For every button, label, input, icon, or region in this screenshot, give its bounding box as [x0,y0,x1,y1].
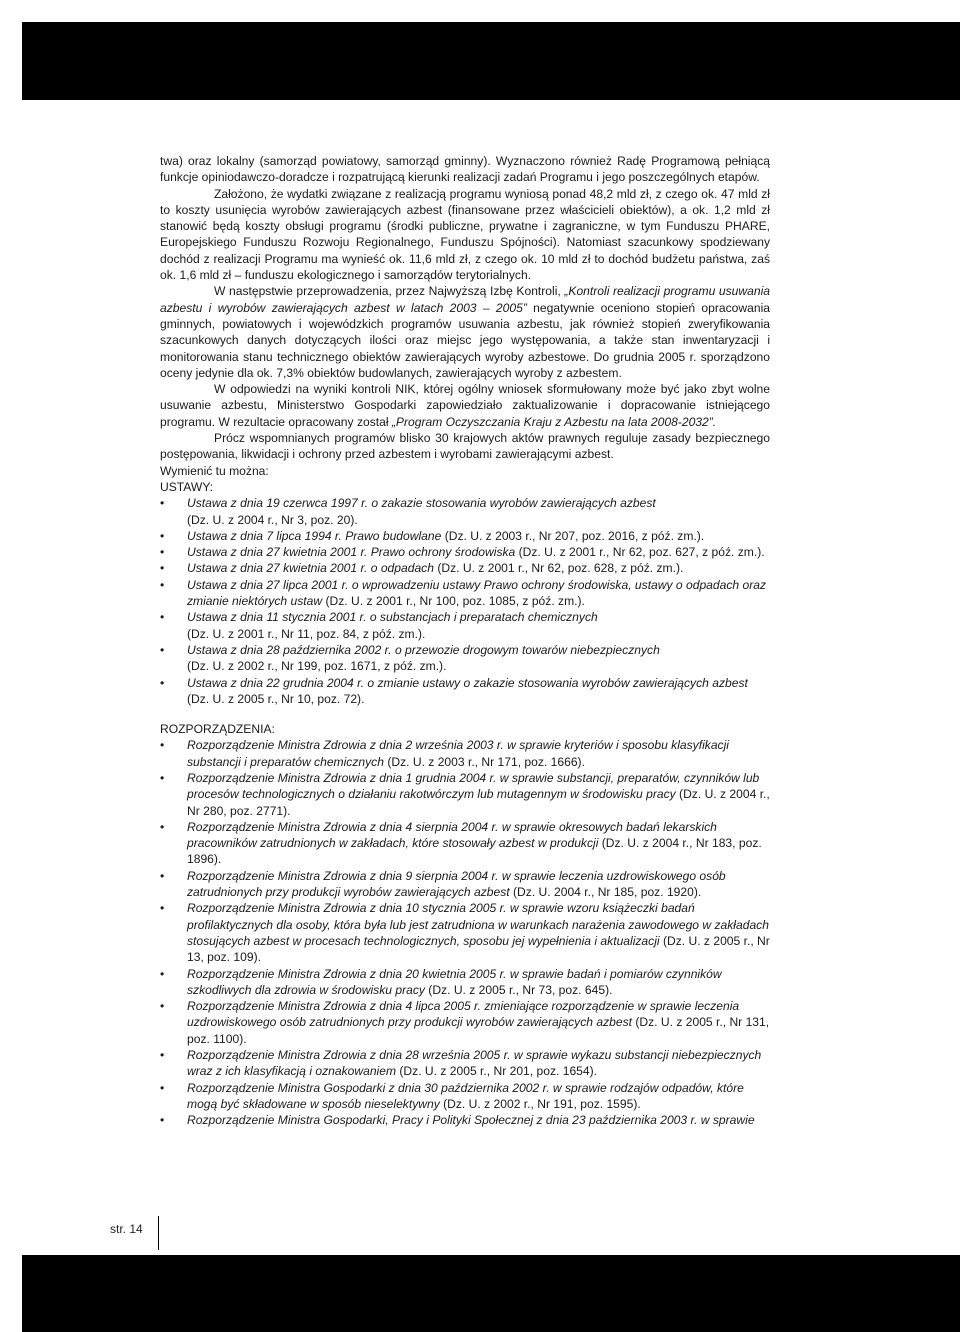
italic-text-run: Ustawa z dnia 27 kwietnia 2001 r. Prawo ochrony środowiska [187,545,516,560]
text-run: negatywnie oceniono stopień opracowania gminnych, powiatowych i wojewódzkich programów usuwania azbestu, jak również stopień zweryfikowania szacunkowych danych dotyczących ilości oraz miejsc jego występowania, a także stan inwentaryzacji i monitorowania stanu technicznego obiektów zawierających wyroby azbestowe. Do grudnia 2005 r. sporządzono oceny jedynie dla ok. 7,3% obiektów budowlanych, zawierających wyroby z azbestem. [160,300,770,380]
header-band [22,22,960,100]
page-body [160,153,770,1129]
text-run: (Dz. U. z 2005 r., Nr 201, poz. 1654). [396,1064,598,1079]
list-item [160,528,770,544]
section-heading-rozporzadzenia: ROZPORZĄDZENIA: [160,722,275,737]
text-run: (Dz. U. z 2005 r., Nr 13, poz. 109). [187,933,770,965]
italic-text-run: Ustawa z dnia 28 października 2002 r. o przewozie drogowym towarów niebezpiecznych [187,642,660,657]
italic-text-run: Rozporządzenie Ministra Zdrowia z dnia 4 sierpnia 2004 r. w sprawie okresowych badań lekarskich pracowników zatrudnionych w zakładach, które stosowały azbest w produkcji [187,819,717,851]
text-run: (Dz. U. z 2001 r., Nr 100, poz. 1085, z póź. zm.). [322,594,585,609]
italic-text-run: Ustawa z dnia 27 lipca 2001 r. o wprowadzeniu ustawy Prawo ochrony środowiska, ustawy o odpadach oraz zmianie niektórych ustaw [187,577,767,609]
italic-text-run: Ustawa z dnia 7 lipca 1994 r. Prawo budowlane [187,528,442,543]
italic-text-run: Rozporządzenie Ministra Zdrowia z dnia 10 stycznia 2005 r. w sprawie wzoru książeczki badań profilaktycznych dla osoby, która była lub jest zatrudniona w warunkach narażenia zawodowego w zakładach stosujących azbest w procesach technologicznych, sposobu jej wypełnienia i aktualizacji [187,901,769,948]
italic-text-run: Rozporządzenie Ministra Zdrowia z dnia 4 lipca 2005 r. zmieniające rozporządzenie w sprawie leczenia uzdrowiskowego osób zatrudnionych przy produkcji wyrobów zawierających azbest [187,999,740,1030]
paragraph: Prócz wspomnianych programów blisko 30 krajowych aktów prawnych reguluje zasady bezpiecznego postępowania, likwidacji i ochrony przed azbestem i wyrobami zawierającymi azbest. [160,431,770,462]
text-run: W następstwie przeprowadzenia, przez Najwyższą Izbę Kontroli, [214,284,565,299]
paragraph: twa) oraz lokalny (samorząd powiatowy, samorząd gminny). Wyznaczono również Radę Programową pełniącą funkcje opiniodawczo-doradcze i rozpatrującą kierunki realizacji zadań Programu i jego poszczególnych etapów. [160,154,770,185]
list-item [160,998,770,1047]
section-heading-ustawy: USTAWY: [160,479,214,494]
text-run: (Dz. U. z 2001 r., Nr 11, poz. 84, z póź. zm.). [187,626,426,641]
text-run: (Dz. U. z 2005 r., Nr 10, poz. 72). [187,691,365,706]
list-item [160,1080,770,1113]
list-rozporzadzenia [160,737,770,1128]
italic-text-run: Rozporządzenie Ministra Zdrowia z dnia 2 września 2003 r. w sprawie kryteriów i sposobu klasyfikacji substancji i preparatów chemicznych [187,738,729,769]
list-item [160,609,770,642]
text-run: (Dz. U. z 2005 r., Nr 73, poz. 645). [424,982,613,997]
text-run: (Dz. U. z 2002 r., Nr 199, poz. 1671, z póź. zm.). [187,659,447,674]
text-run: (Dz. U. z 2002 r., Nr 191, poz. 1595). [439,1096,641,1111]
text-run: (Dz. U. z 2004 r., Nr 3, poz. 20). [187,512,358,527]
list-item [160,900,770,965]
list-item [160,868,770,901]
italic-text-run: Ustawa z dnia 11 stycznia 2001 r. o substancjach i preparatach chemicznych [187,610,598,625]
italic-text-run: Rozporządzenie Ministra Zdrowia z dnia 9 sierpnia 2004 r. w sprawie leczenia uzdrowiskowego osób zatrudnionych przy produkcji wyrobów zawierających azbest [187,868,726,900]
paragraph [160,381,770,430]
list-item [160,642,770,675]
text-run: W odpowiedzi na wyniki kontroli NIK, której ogólny wniosek sformułowany może być jako zbyt wolne usuwanie azbestu, Ministerstwo Gospodarki zapowiedziało zaktualizowanie i dopracowanie istniejącego programu. W rezultacie opracowany został [160,382,770,429]
italic-text-run: Ustawa z dnia 19 czerwca 1997 r. o zakazie stosowania wyrobów zawierających azbest [187,496,656,511]
italic-text-run: Rozporządzenie Ministra Zdrowia z dnia 20 kwietnia 2005 r. w sprawie badań i pomiarów czynników szkodliwych dla zdrowia w środowisku pracy [187,966,722,997]
page-number-divider [158,1216,159,1250]
text-run: (Dz. U. z 2003 r., Nr 171, poz. 1666). [383,754,585,769]
list-item [160,819,770,868]
list-item [160,1112,770,1128]
paragraph [160,283,770,381]
italic-text-run: „Kontroli realizacji programu usuwania azbestu i wyrobów zawierających azbest w latach 2003 – 2005” [160,284,770,315]
list-item [160,1047,770,1080]
list-item [160,560,770,576]
italic-text-run: Rozporządzenie Ministra Zdrowia z dnia 1 grudnia 2004 r. w sprawie substancji, preparatów, czynników lub procesów technologicznych o działaniu rakotwórczym lub mutagennym w środowisku pracy [187,770,760,802]
list-item [160,770,770,819]
text-run: (Dz. U. z 2001 r., Nr 62, poz. 627, z póź. zm.). [515,545,765,560]
list-item [160,966,770,999]
italic-text-run: Ustawa z dnia 27 kwietnia 2001 r. o odpadach [187,561,434,576]
page-number: str. 14 [110,1222,143,1236]
paragraph: Wymienić tu można: [160,463,269,478]
text-run: (Dz. U. z 2004 r., Nr 183, poz. 1896). [187,836,762,867]
text-run: (Dz. U. z 2003 r., Nr 207, poz. 2016, z póź. zm.). [441,528,705,543]
paragraph: Założono, że wydatki związane z realizacją programu wyniosą ponad 48,2 mld zł, z czego ok. 47 mld zł to koszty usunięcia wyrobów zawierających azbest (finansowane przez właścicieli obiektów), a ok. 1,2 mld zł stanowić będą koszty obsługi programu (środki publiczne, prywatne i zagraniczne, w tym Funduszu PHARE, Europejskiego Funduszu Rozwoju Regionalnego, Funduszu Spójności). Natomiast szacunkowy spodziewany dochód z realizacji Programu ma wynieść ok. 11,6 mld zł, z czego ok. 10 mld zł to dochód budżetu państwa, zaś ok. 1,6 mld zł – funduszu ekologicznego i samorządów terytorialnych. [160,186,770,283]
text-run: (Dz. U. z 2004 r., Nr 280, poz. 2771). [187,787,770,818]
list-item [160,577,770,610]
text-run: (Dz. U. 2004 r., Nr 185, poz. 1920). [509,885,702,900]
list-item [160,737,770,770]
italic-text-run: Rozporządzenie Ministra Gospodarki z dnia 30 października 2002 r. w sprawie rodzajów odpadów, które mogą być składowane w sposób nieselektywny [187,1080,744,1111]
list-item [160,495,770,528]
list-item [160,675,770,708]
text-run: (Dz. U. z 2005 r., Nr 131, poz. 1100). [187,1015,770,1046]
text-run: (Dz. U. z 2001 r., Nr 62, poz. 628, z póź. zm.). [433,561,684,576]
italic-text-run: „Program Oczyszczania Kraju z Azbestu na lata 2008-2032”. [391,414,717,429]
footer-band [22,1255,960,1332]
list-item [160,544,770,560]
italic-text-run: Rozporządzenie Ministra Gospodarki, Pracy i Polityki Społecznej z dnia 23 października 2003 r. w sprawie [187,1113,755,1128]
list-ustawy [160,495,770,707]
italic-text-run: Rozporządzenie Ministra Zdrowia z dnia 28 września 2005 r. w sprawie wykazu substancji niebezpiecznych wraz z ich klasyfikacją i oznakowaniem [187,1048,762,1079]
italic-text-run: Ustawa z dnia 22 grudnia 2004 r. o zmianie ustawy o zakazie stosowania wyrobów zawierających azbest [187,675,748,690]
